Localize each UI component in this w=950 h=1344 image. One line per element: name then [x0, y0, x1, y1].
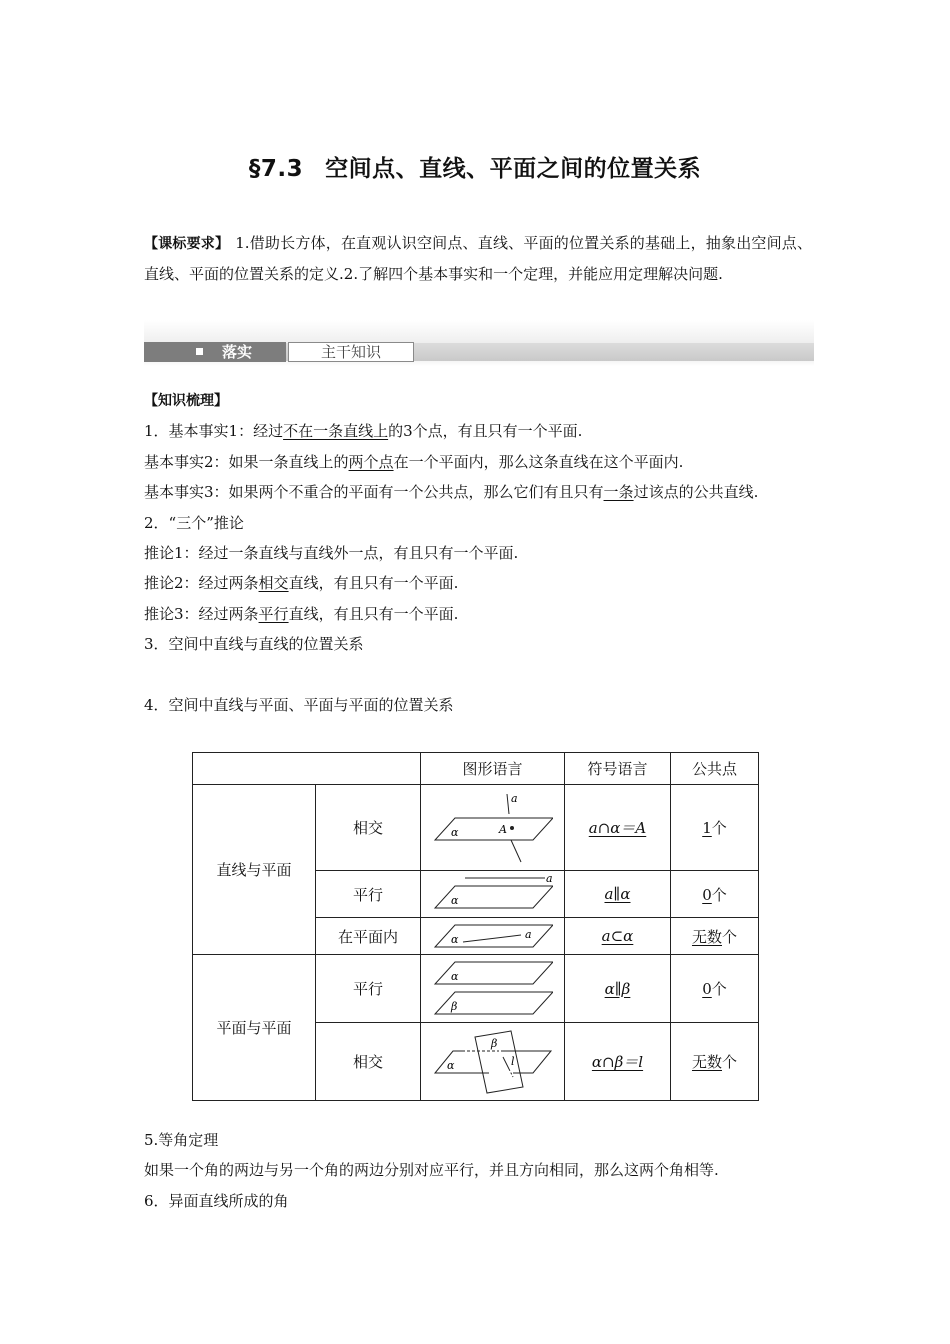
fact-1-blank: 不在一条直线上	[283, 422, 389, 441]
knowledge-heading: 【知识梳理】	[144, 393, 228, 409]
relation-label: 相交	[316, 1023, 421, 1101]
count-cell: 无数个	[671, 1023, 759, 1101]
relation-label: 平行	[316, 955, 421, 1023]
table-header-row	[193, 753, 759, 785]
svg-text:a: a	[510, 791, 518, 805]
corollary-2-blank: 相交	[258, 574, 289, 593]
item-4-heading: 4．空间中直线与平面、平面与平面的位置关系	[144, 695, 454, 714]
figure-plane-parallel-plane	[421, 955, 565, 1023]
fact-2-blank: 两个点	[348, 452, 394, 471]
header-figure: 图形语言	[421, 753, 565, 785]
bottom-section	[144, 1125, 812, 1216]
banner-dark-label: 落实	[222, 343, 253, 361]
section-title: 空间点、直线、平面之间的位置关系	[325, 156, 702, 182]
fact-2: 基本事实2：如果一条直线上的两个点在一个平面内，那么这条直线在这个平面内.	[144, 452, 684, 471]
svg-text:α: α	[446, 1058, 454, 1072]
svg-text:a: a	[524, 928, 532, 941]
square-bullet-icon	[196, 348, 203, 355]
fact-1: 1．基本事实1：经过不在一条直线上的3个点，有且只有一个平面.	[144, 422, 583, 441]
requirements-text: 1.借助长方体，在直观认识空间点、直线、平面的位置关系的基础上，抽象出空间点、直线、平面的位置关系的定义.2.了解四个基本事实和一个定理，并能应用定理解决问题.	[144, 234, 812, 283]
svg-text:α: α	[450, 969, 458, 983]
figure-planes-intersect	[421, 1023, 565, 1101]
svg-text:l: l	[510, 1054, 515, 1068]
position-relation-table	[192, 752, 759, 1101]
table-row	[193, 785, 759, 871]
corollary-3-blank: 平行	[258, 604, 289, 623]
curriculum-requirements	[144, 228, 812, 289]
symbol-cell: α∩β＝l	[565, 1023, 671, 1101]
count-cell: 0个	[671, 871, 759, 918]
item-6-heading: 6．异面直线所成的角	[144, 1191, 289, 1210]
svg-text:β: β	[490, 1036, 497, 1050]
header-common-points: 公共点	[671, 753, 759, 785]
count-cell: 1个	[671, 785, 759, 871]
banner-dark-tab	[144, 342, 286, 362]
svg-text:β: β	[450, 999, 457, 1013]
symbol-cell: a∥α	[565, 871, 671, 918]
svg-text:A: A	[498, 822, 507, 836]
symbol-cell: α∥β	[565, 955, 671, 1023]
count-cell: 0个	[671, 955, 759, 1023]
header-symbol: 符号语言	[565, 753, 671, 785]
table-row	[193, 955, 759, 1023]
item-5-text: 如果一个角的两边与另一个角的两边分别对应平行，并且方向相同，那么这两个角相等.	[144, 1161, 719, 1180]
fact-3-blank: 一条	[603, 483, 634, 502]
item-3-heading: 3．空间中直线与直线的位置关系	[144, 635, 364, 654]
header-empty	[193, 753, 421, 785]
corollary-3: 推论3：经过两条平行直线，有且只有一个平面.	[144, 604, 459, 623]
section-number: §7.3	[248, 156, 304, 182]
corollary-1: 推论1：经过一条直线与直线外一点，有且只有一个平面.	[144, 544, 519, 563]
figure-line-intersects-plane	[421, 785, 565, 871]
fact-3: 基本事实3：如果两个不重合的平面有一个公共点，那么它们有且只有一条过该点的公共直线.	[144, 483, 759, 502]
requirements-tag: 【课标要求】	[144, 236, 230, 252]
knowledge-section	[144, 386, 812, 720]
svg-text:α: α	[450, 894, 458, 907]
symbol-cell: a∩α＝A	[565, 785, 671, 871]
svg-text:α: α	[450, 825, 458, 839]
svg-text:α: α	[450, 933, 458, 946]
page-title	[0, 150, 950, 183]
corollary-2: 推论2：经过两条相交直线，有且只有一个平面.	[144, 574, 459, 593]
item-2-heading: 2．“三个”推论	[144, 513, 244, 532]
count-cell: 无数个	[671, 918, 759, 955]
relation-label: 相交	[316, 785, 421, 871]
symbol-cell: a⊂α	[565, 918, 671, 955]
group-line-plane: 直线与平面	[193, 785, 316, 955]
banner-light-label: 主干知识	[288, 342, 414, 362]
relation-label: 在平面内	[316, 918, 421, 955]
group-plane-plane: 平面与平面	[193, 955, 316, 1101]
section-banner	[144, 320, 814, 366]
figure-line-parallel-plane	[421, 871, 565, 918]
figure-line-in-plane	[421, 918, 565, 955]
item-5-heading: 5.等角定理	[144, 1131, 219, 1149]
svg-text:a: a	[545, 874, 553, 885]
relation-label: 平行	[316, 871, 421, 918]
